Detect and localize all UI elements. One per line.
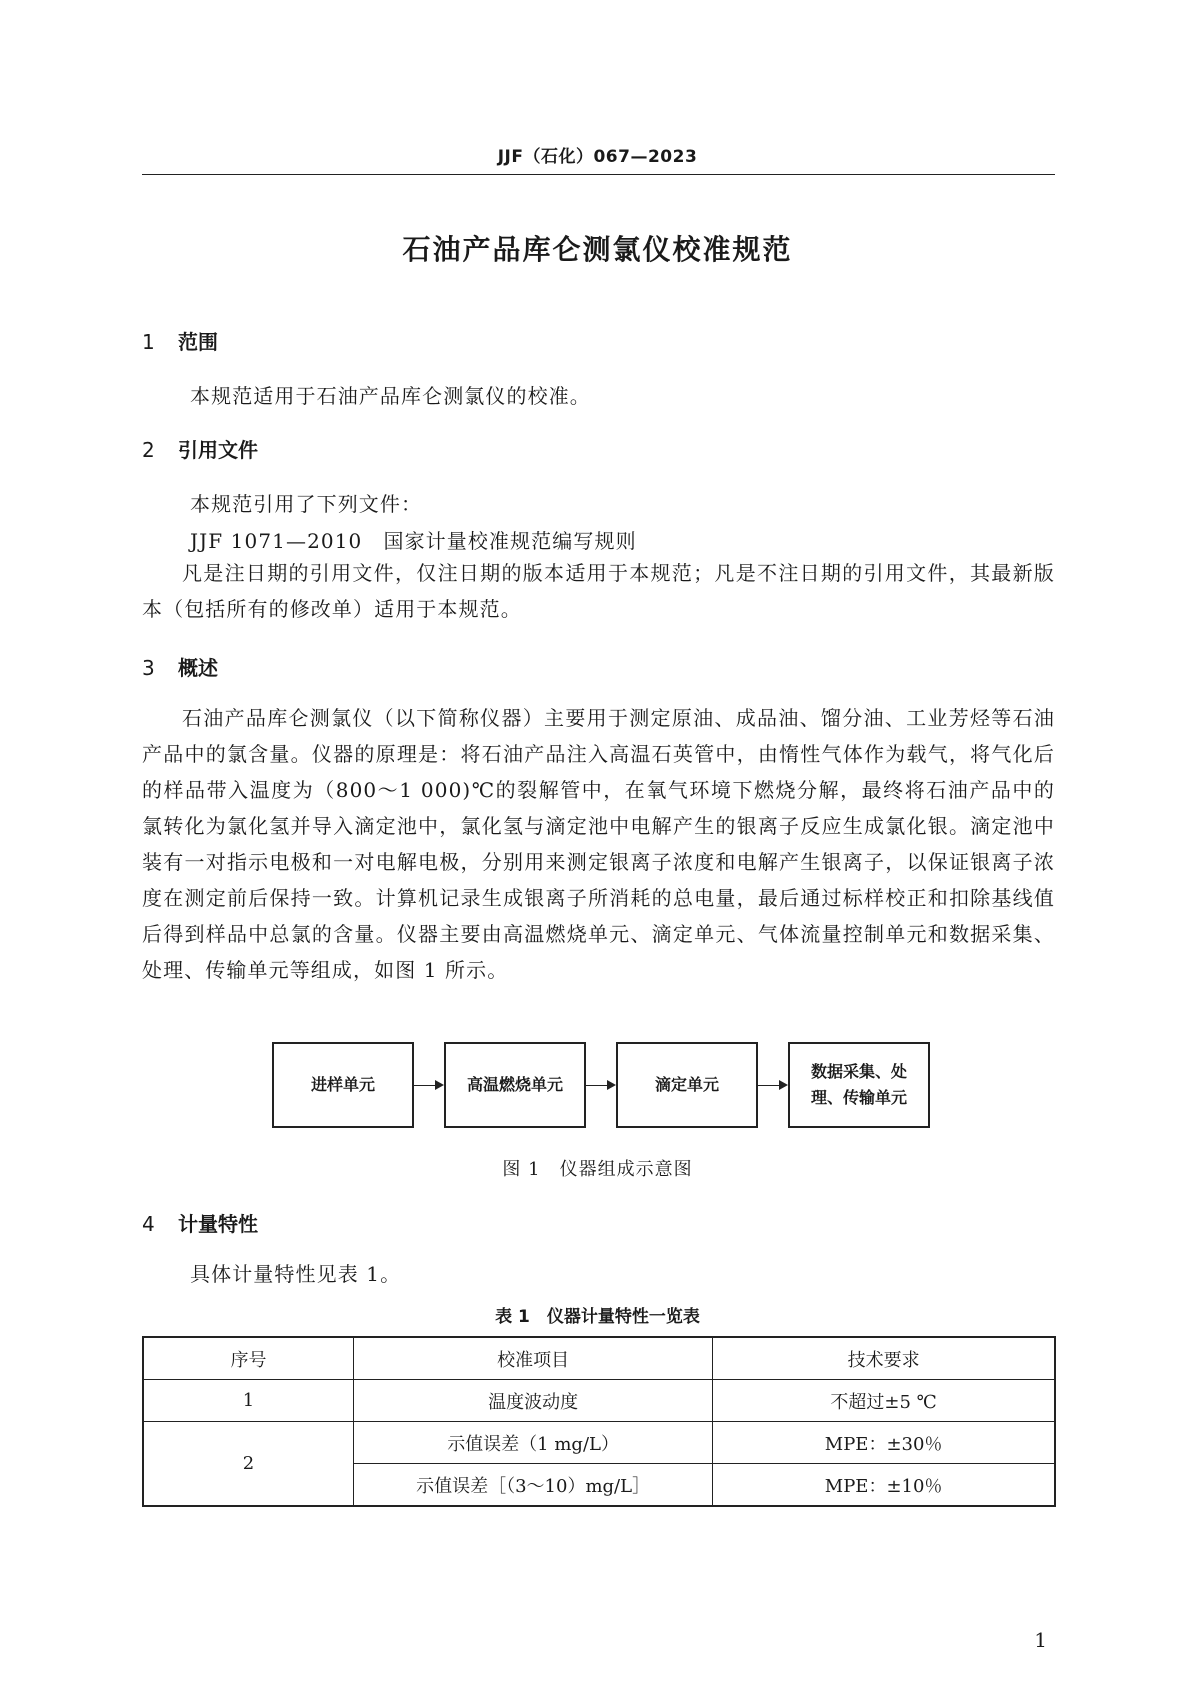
arrow-icon [414,1085,442,1086]
section-title: 引用文件 [178,438,258,462]
box-sampling-unit: 进样单元 [272,1042,414,1128]
scope-paragraph: 本规范适用于石油产品库仑测氯仪的校准。 [190,384,591,408]
page-number: 1 [1034,1628,1047,1652]
section-number: 4 [142,1212,155,1236]
characteristics-table [142,1336,1056,1507]
table-cell: 1 [143,1380,353,1422]
table-header-row [143,1337,1055,1380]
instrument-composition-diagram [272,1042,932,1134]
section-heading-characteristics [142,1208,258,1237]
section-heading-scope [142,326,218,355]
standard-code-header: JJF（石化）067—2023 [497,147,698,167]
box-combustion-unit: 高温燃烧单元 [444,1042,586,1128]
box-data-unit-line2: 理、传输单元 [810,1088,907,1107]
references-paragraph: 凡是注日期的引用文件，仅注日期的版本适用于本规范；凡是不注日期的引用文件，其最新版本（包括所有的修改单）适用于本规范。 [142,561,1055,621]
box-data-unit-line1: 数据采集、处 [810,1062,907,1081]
table-header: 序号 [143,1337,353,1380]
section-title: 计量特性 [178,1212,258,1236]
section-title: 范围 [178,330,218,354]
box-data-unit [788,1042,930,1128]
table-cell: 温度波动度 [353,1380,712,1422]
table-header: 技术要求 [713,1337,1055,1380]
table-row [143,1422,1055,1464]
characteristics-paragraph: 具体计量特性见表 1。 [190,1262,402,1286]
table-cell: MPE：±10％ [713,1464,1055,1507]
section-number: 2 [142,438,155,462]
references-intro: 本规范引用了下列文件： [190,492,423,516]
table-cell: 不超过±5 ℃ [713,1380,1055,1422]
section-number: 3 [142,656,155,680]
table-cell: 示值误差［（3～10）mg/L］ [353,1464,712,1507]
overview-paragraph: 石油产品库仑测氯仪（以下简称仪器）主要用于测定原油、成品油、馏分油、工业芳烃等石油产品中的氯含量。仪器的原理是：将石油产品注入高温石英管中，由惰性气体作为载气，将气化后的样品带入温度为（800～1 000)℃的裂解管中，在氧气环境下燃烧分解，最终将石油产品中的氯转化为氯化氢并导入滴定池中，氯化氢与滴定池中电解产生的银离子反应生成氯化银。滴定池中装有一对指示电极和一对电解电极，分别用来测定银离子浓度和电解产生银离子，以保证银离子浓度在测定前后保持一致。计算机记录生成银离子所消耗的总电量，最后通过标样校正和扣除基线值后得到样品中总氯的含量。仪器主要由高温燃烧单元、滴定单元、气体流量控制单元和数据采集、处理、传输单元等组成，如图 1 所示。 [142,706,1055,982]
table-row [143,1380,1055,1422]
table-caption: 表 1 仪器计量特性一览表 [495,1307,700,1327]
table-cell: MPE：±30％ [713,1422,1055,1464]
section-heading-references [142,434,258,463]
table-header: 校准项目 [353,1337,712,1380]
header-divider [142,174,1055,175]
reference-item: JJF 1071—2010 国家计量校准规范编写规则 [190,529,637,553]
arrow-icon [758,1085,786,1086]
figure-caption: 图 1 仪器组成示意图 [502,1159,693,1180]
arrow-icon [586,1085,614,1086]
box-titration-unit: 滴定单元 [616,1042,758,1128]
table-cell: 示值误差（1 mg/L） [353,1422,712,1464]
document-title: 石油产品库仑测氯仪校准规范 [402,233,793,266]
section-number: 1 [142,330,155,354]
section-title: 概述 [178,656,218,680]
section-heading-overview [142,652,218,681]
table-cell: 2 [143,1422,353,1507]
